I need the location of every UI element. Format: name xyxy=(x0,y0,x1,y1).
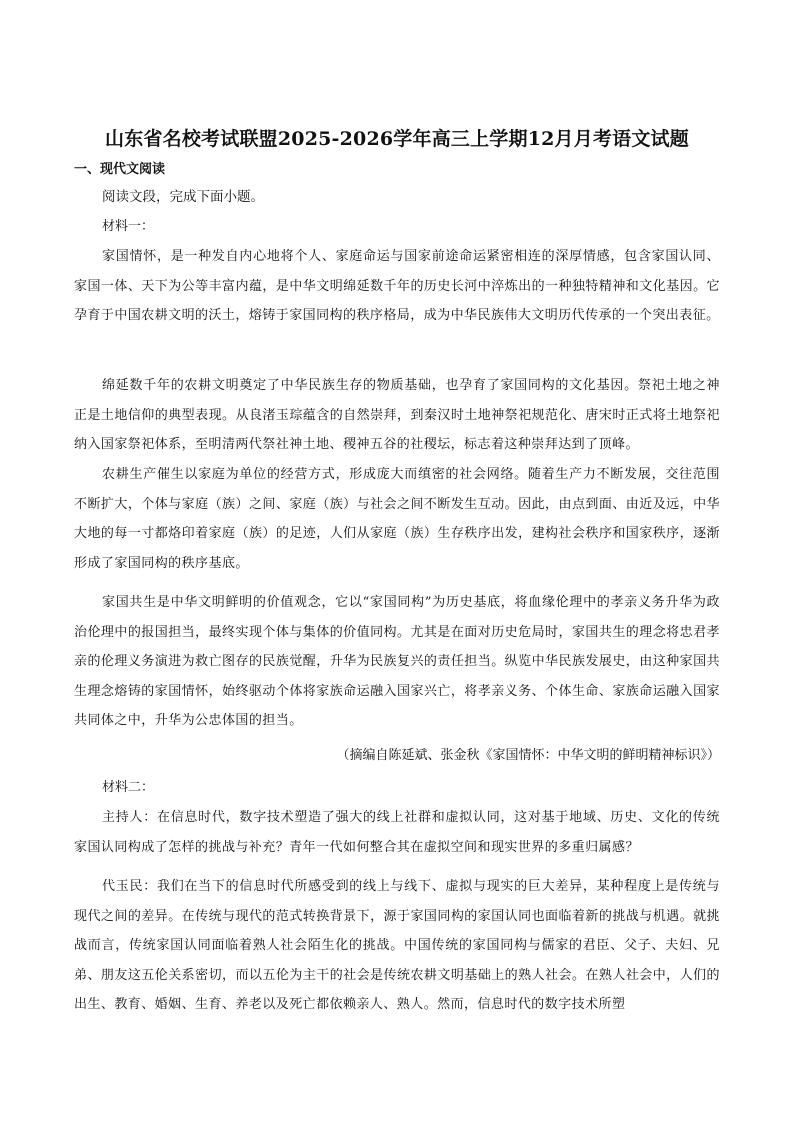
section-heading: 一、现代文阅读 xyxy=(74,162,166,177)
page-title: 山东省名校考试联盟2025-2026学年高三上学期12月月考语文试题 xyxy=(105,128,689,150)
material-1-label: 材料一： xyxy=(102,219,155,234)
material-2-paragraph-2: 代玉民：我们在当下的信息时代所感受到的线上与线下、虚拟与现实的巨大差异，某种程度上是传统与现代之间的差异。在传统与现代的范式转换背景下，源于家国同构的家国认同也面临着新的挑战与机遇。就挑战而言，传统家国认同面临着熟人社会陌生化的挑战。中国传统的家国同构与儒家的君臣、父子、夫妇、兄弟、朋友这五伦关系密切，而以五伦为主干的社会是传统农耕文明基础上的熟人社会。在熟人社会中，人们的出生、教育、婚姻、生育、养老以及死亡都依赖亲人、熟人。然而，信息时代的数字技术所塑 xyxy=(74,879,720,1012)
material-1-paragraph-4: 家国共生是中华文明鲜明的价值观念，它以“家国同构”为历史基底，将血缘伦理中的孝亲义务升华为政治伦理中的报国担当，最终实现个体与集体的价值同构。尤其是在面对历史危局时，家国共生的理念将忠君孝亲的伦理义务演进为救亡图存的民族觉醒，升华为民族复兴的责任担当。纵览中华民族发展史，由这种家国共生理念熔铸的家国情怀，始终驱动个体将家族命运融入国家兴亡，将孝亲义务、个体生命、家族命运融入国家共同体之中，升华为公忠体国的担当。 xyxy=(74,595,720,728)
material-2-paragraph-1: 主持人：在信息时代，数字技术塑造了强大的线上社群和虚拟认同，这对基于地域、历史、文化的传统家国认同构成了怎样的挑战与补充？青年一代如何整合其在虚拟空间和现实世界的多重归属感？ xyxy=(74,810,720,855)
material-1-source: （摘编自陈延斌、张金秋《家国情怀：中华文明的鲜明精神标识》） xyxy=(336,748,720,763)
material-1-paragraph-1: 家国情怀，是一种发自内心地将个人、家庭命运与国家前途命运紧密相连的深厚情感，包含家国认同、家国一体、天下为公等丰富内蕴，是中华文明绵延数千年的历史长河中淬炼出的一种独特精神和文化基因。它孕育于中国农耕文明的沃土，熔铸于家国同构的秩序格局，成为中华民族伟大文明历代传承的一个突出表征。 xyxy=(74,249,720,323)
reading-instruction: 阅读文段，完成下面小题。 xyxy=(102,189,264,205)
material-1-paragraph-3: 农耕生产催生以家庭为单位的经营方式，形成庞大而缜密的社会网络。随着生产力不断发展，交往范围不断扩大，个体与家庭（族）之间、家庭（族）与社会之间不断发生互动。因此，由点到面、由近及远，中华大地的每一寸都烙印着家庭（族）的足迹，人们从家庭（族）生存秩序出发，建构社会秩序和国家秩序，逐渐形成了家国同构的秩序基底。 xyxy=(74,467,720,571)
material-2-label: 材料二： xyxy=(102,780,155,795)
material-1-paragraph-2: 绵延数千年的农耕文明奠定了中华民族生存的物质基础，也孕育了家国同构的文化基因。祭祀土地之神正是土地信仰的典型表现。从良渚玉琮蕴含的自然崇拜，到秦汉时土地神祭祀规范化、唐宋时正式将土地祭祀纳入国家祭祀体系，至明清两代祭社神土地、稷神五谷的社稷坛，标志着这种崇拜达到了顶峰。 xyxy=(74,378,720,452)
